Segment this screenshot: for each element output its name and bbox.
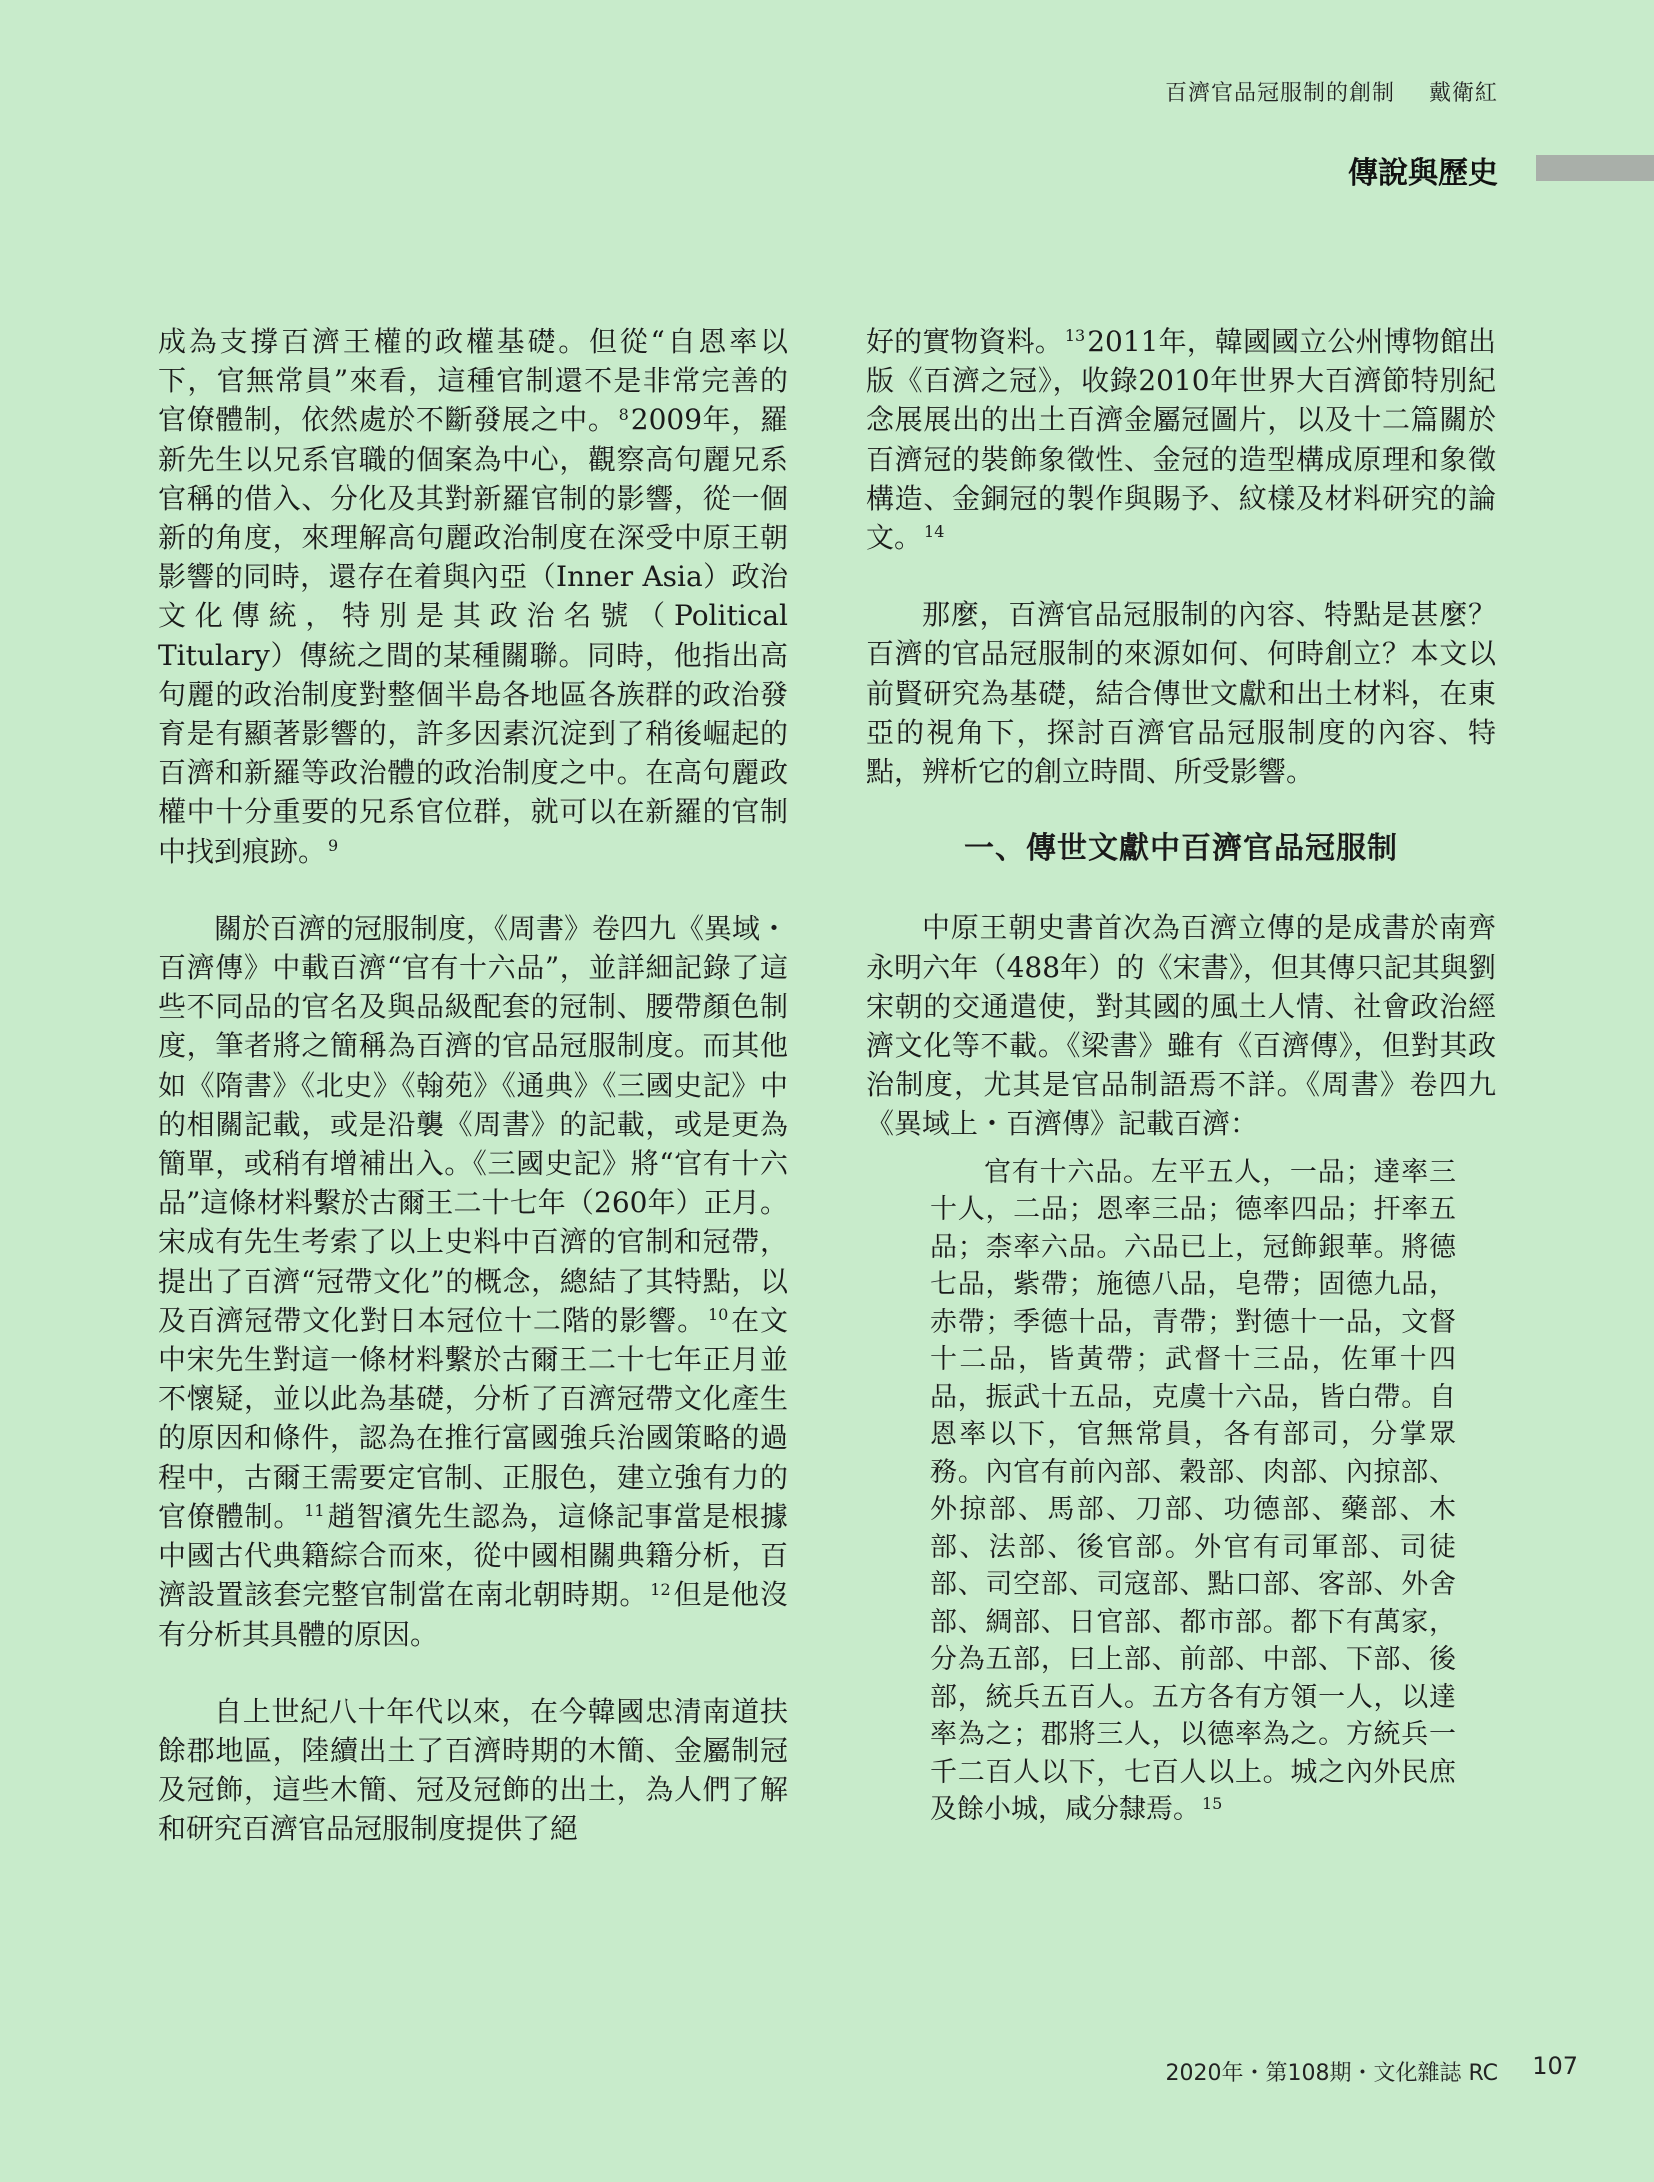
- paragraph-text: 關於百濟的冠服制度，《周書》卷四九《異域・百濟傳》中載百濟“官有十六品”，並詳細記錄了這些不同品的官名及與品級配套的冠制、腰帶顏色制度，筆者將之簡稱為百濟的官品冠服制度。而其他如《隋書》《北史》《翰苑》《通典》《三國史記》中的相關記載，或是沿襲《周書》的記載，或是更為簡單，或稍有增補出入。《三國史記》將“官有十六品”這條材料繫於古爾王二十七年（260年）正月。宋成有先生考索了以上史料中百濟的官制和冠帶，提出了百濟“冠帶文化”的概念，總結了其特點，以及百濟冠帶文化對日本冠位十二階的影響。: [158, 911, 789, 1337]
- footer-publication: 2020年・第108期・文化雜誌 RC: [1165, 2061, 1498, 2086]
- paragraph-text: 但是他沒有分析其具體的原因。: [158, 1578, 788, 1651]
- footnote-ref[interactable]: 9: [328, 836, 339, 856]
- paragraph-text: 在文中宋先生對這一條材料繫於古爾王二十七年正月並不懷疑，並以此為基礎，分析了百濟冠帶文化產生的原因和條件，認為在推行富國強兵治國策略的過程中，古爾王需要定官制、正服色，建立強有力的官僚體制。: [158, 1303, 788, 1533]
- paragraph-text: 自上世紀八十年代以來，在今韓國忠清南道扶餘郡地區，陸續出土了百濟時期的木簡、金屬制冠及冠飾，這些木簡、冠及冠飾的出土，為人們了解和研究百濟官品冠服制度提供了絕: [158, 1694, 788, 1846]
- left-column: [158, 322, 788, 1887]
- footnote-ref[interactable]: 14: [924, 522, 945, 542]
- paragraph-text: 2009年，羅新先生以兄系官職的個案為中心，觀察高句麗兄系官稱的借入、分化及其對新羅官制的影響，從一個新的角度，來理解高句麗政治制度在深受中原王朝影響的同時，還存在着與內亞（Inner Asia）政治文化傳統，特別是其政治名號（Political Titulary）傳統之間的某種關聯。同時，他指出高句麗的政治制度對整個半島各地區各族群的政治發育是有顯著影響的，許多因素沉淀到了稍後崛起的百濟和新羅等政治體的政治制度之中。在高句麗政權中十分重要的兄系官位群，就可以在新羅的官制中找到痕跡。: [158, 403, 788, 868]
- paragraph-text: 中原王朝史書首次為百濟立傳的是成書於南齊永明六年（488年）的《宋書》，但其傳只記其與劉宋朝的交通遣使，對其國的風土人情、社會政治經濟文化等不載。《梁書》雖有《百濟傳》，但對其政治制度，尤其是官品制語焉不詳。《周書》卷四九《異域上・百濟傳》記載百濟：: [866, 911, 1496, 1141]
- paragraph: [866, 595, 1496, 791]
- paragraph: [158, 1692, 788, 1849]
- section-heading: 一、傳世文獻中百濟官品冠服制: [964, 831, 1398, 867]
- paragraph-text: 2011年，韓國國立公州博物館出版《百濟之冠》，收錄2010年世界大百濟節特別紀念展展出的出土百濟金屬冠圖片，以及十二篇關於百濟冠的裝飾象徵性、金冠的造型構成原理和象徵構造、金銅冠的製作與賜予、紋樣及材料研究的論文。: [866, 325, 1496, 555]
- footnote-ref[interactable]: 8: [618, 404, 629, 424]
- paragraph-text: 成為支撐百濟王權的政權基礎。但從“自恩率以下，官無常員”來看，這種官制還不是非常完善的官僚體制，依然處於不斷發展之中。: [158, 325, 788, 437]
- paragraph: [158, 909, 788, 1654]
- paragraph: [866, 908, 1496, 1143]
- section-tab-bar: [1536, 155, 1654, 181]
- section-label: 傳說與歷史: [1348, 156, 1498, 191]
- paragraph: [158, 322, 788, 871]
- right-column: [866, 322, 1496, 1829]
- running-header: [1165, 76, 1498, 107]
- paragraph-text: 好的實物資料。: [866, 325, 1063, 358]
- footnote-ref[interactable]: 11: [304, 1501, 325, 1521]
- block-quote: [930, 1154, 1456, 1829]
- paragraph: [866, 322, 1496, 557]
- page-number: 107: [1532, 2052, 1578, 2080]
- footnote-ref[interactable]: 15: [1202, 1793, 1223, 1813]
- footnote-ref[interactable]: 12: [650, 1579, 671, 1599]
- quote-text: 官有十六品。左平五人，一品；達率三十人，二品；恩率三品；德率四品；扞率五品；柰率六品。六品已上，冠飾銀華。將德七品，紫帶；施德八品，皂帶；固德九品，赤帶；季德十品，青帶；對德十一品，文督十二品，皆黃帶；武督十三品，佐軍十四品，振武十五品，克虞十六品，皆白帶。自恩率以下，官無常員，各有部司，分掌眾務。內官有前內部、穀部、肉部、內掠部、外掠部、馬部、刀部、功德部、藥部、木部、法部、後官部。外官有司軍部、司徒部、司空部、司寇部、點口部、客部、外舍部、綢部、日官部、都市部。都下有萬家，分為五部，曰上部、前部、中部、下部、後部，統兵五百人。五方各有方領一人，以達率為之；郡將三人，以德率為之。方統兵一千二百人以下，七百人以上。城之內外民庶及餘小城，咸分隸焉。: [930, 1156, 1456, 1826]
- paragraph-text: 那麼，百濟官品冠服制的內容、特點是甚麼？百濟的官品冠服制的來源如何、何時創立？本文以前賢研究為基礎，結合傳世文獻和出土材料，在東亞的視角下，探討百濟官品冠服制度的內容、特點，辨析它的創立時間、所受影響。: [866, 598, 1496, 789]
- article-title: 百濟官品冠服制的創制: [1164, 81, 1395, 106]
- footnote-ref[interactable]: 10: [707, 1305, 729, 1325]
- paragraph-text: 趙智濱先生認為，這條記事當是根據中國古代典籍綜合而來，從中國相關典籍分析，百濟設置該套完整官制當在南北朝時期。: [158, 1499, 788, 1612]
- author-name: 戴衛紅: [1428, 81, 1498, 106]
- footnote-ref[interactable]: 13: [1064, 326, 1086, 346]
